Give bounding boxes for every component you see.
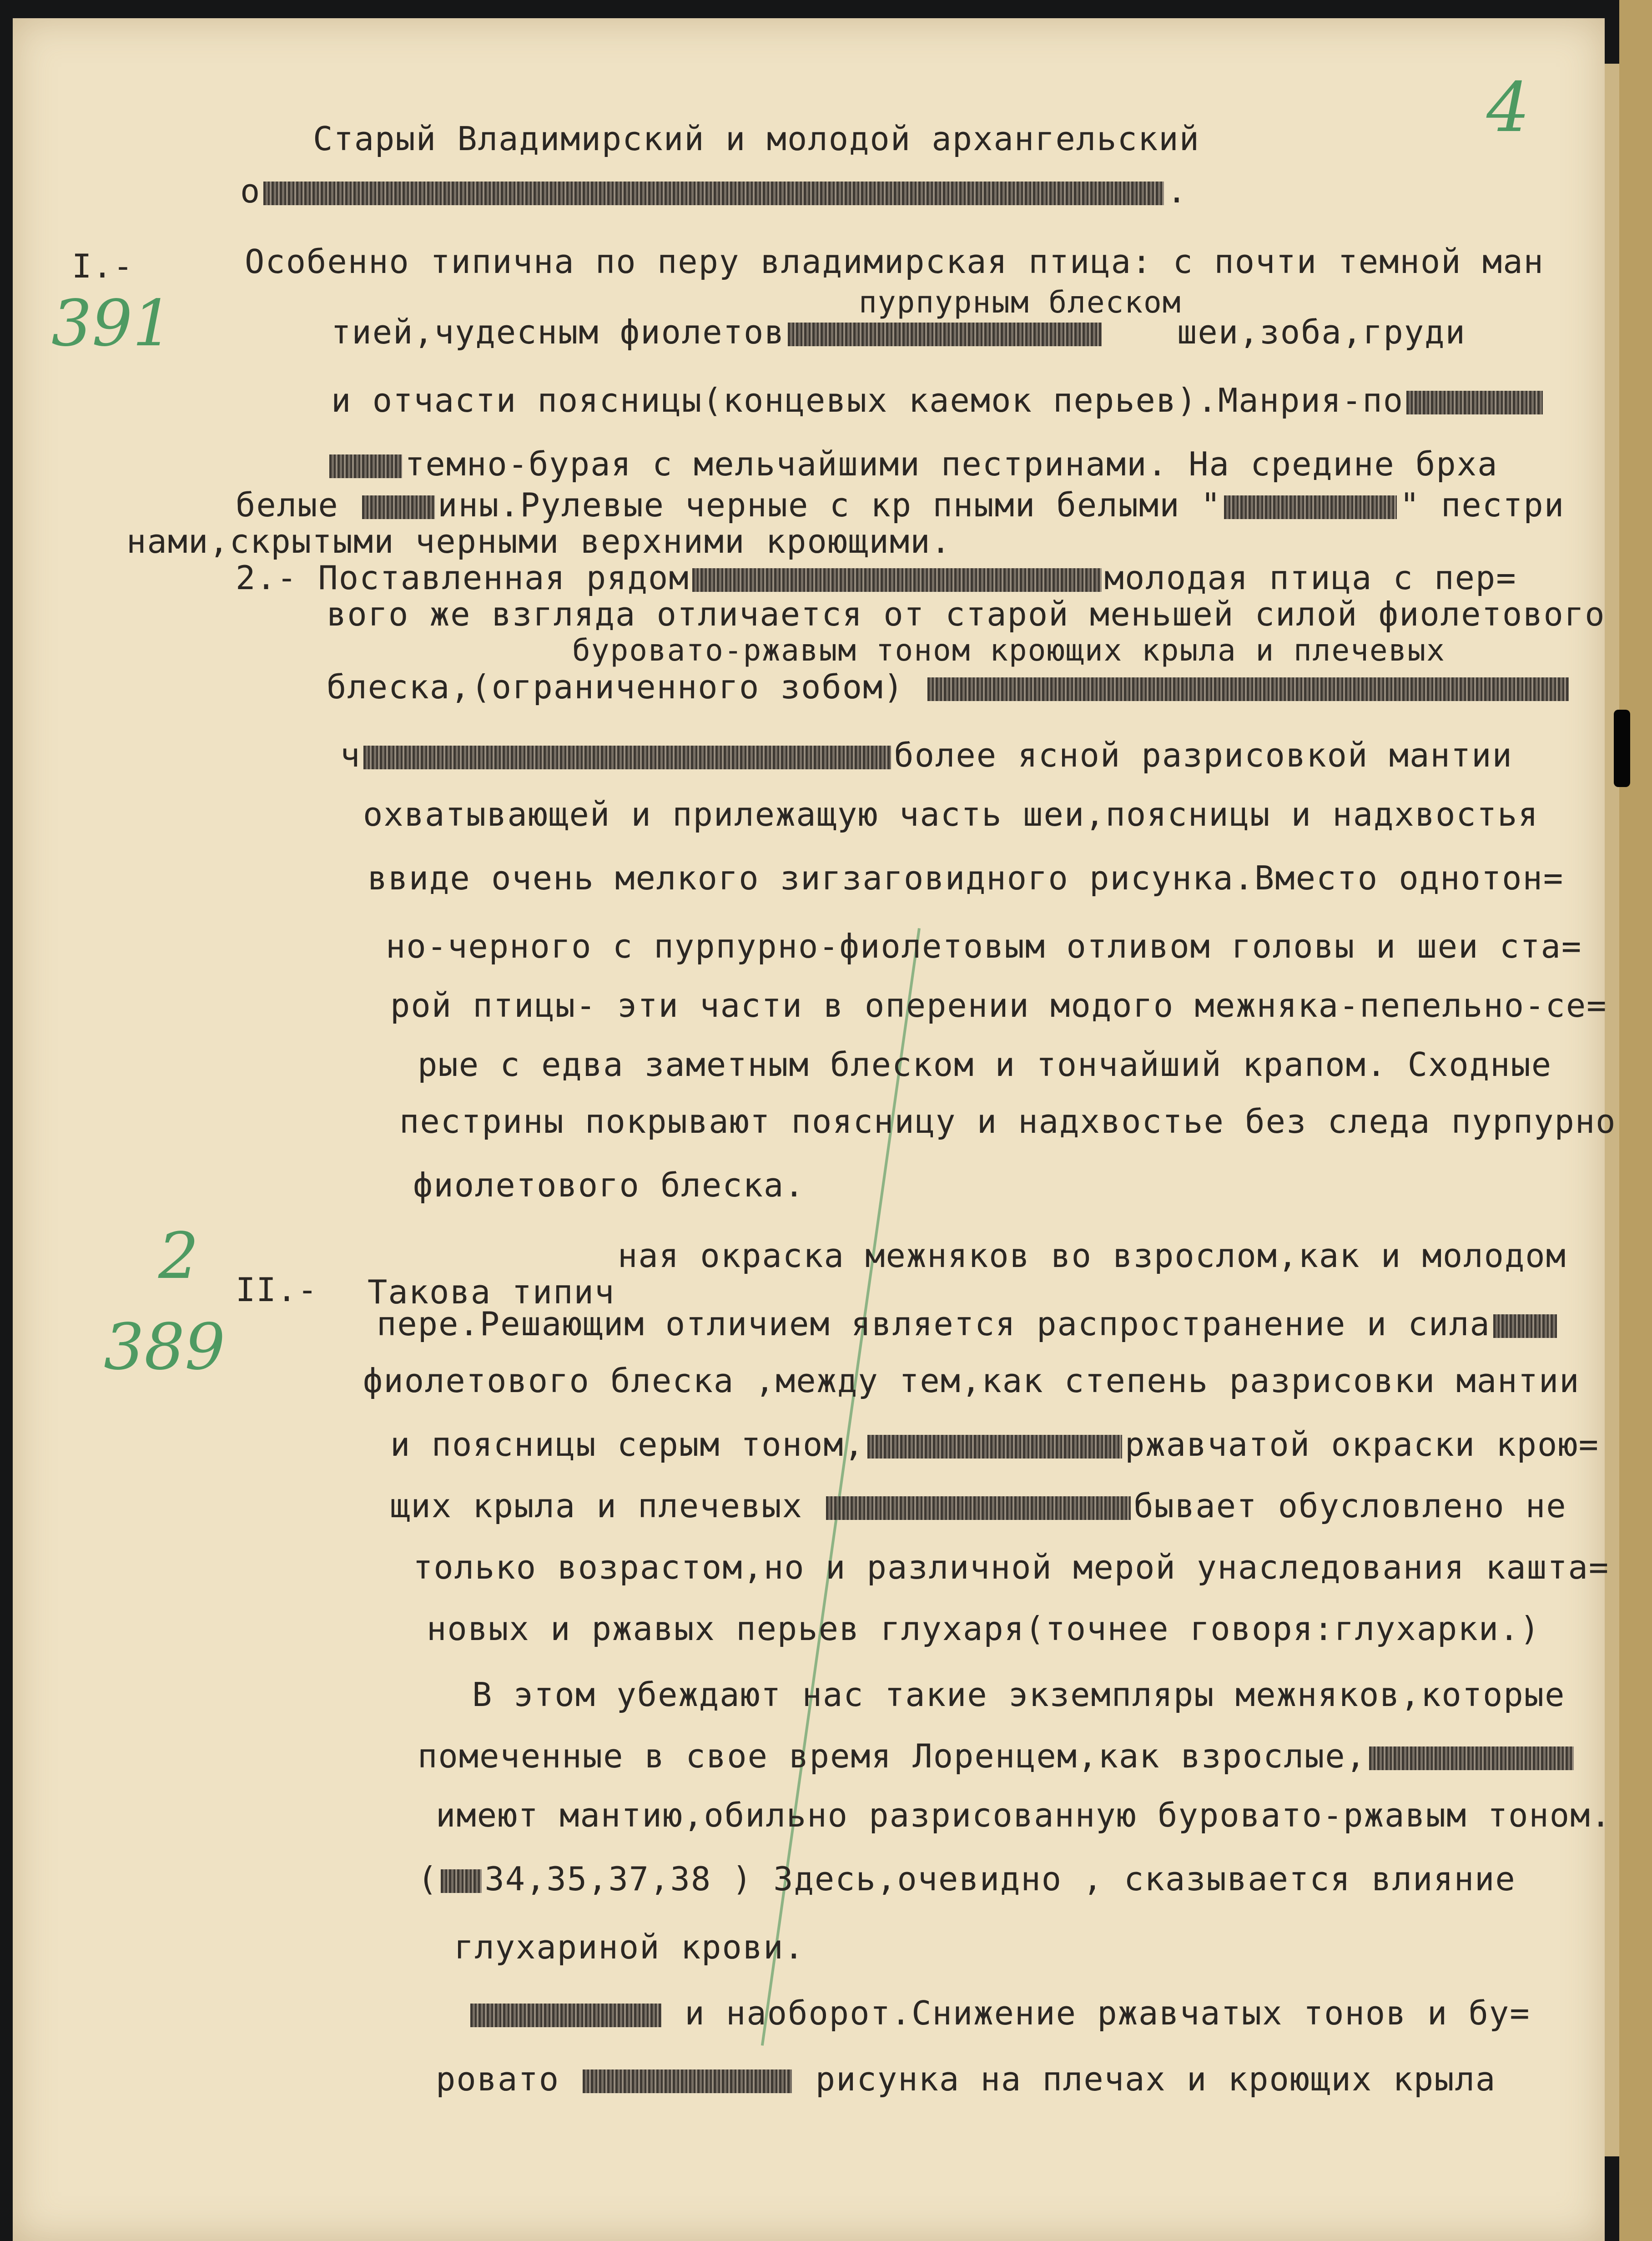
section-1-text: " пестри (1400, 486, 1565, 524)
struck-text (692, 568, 1102, 592)
section-3-text: бывает обусловлено не (1133, 1487, 1567, 1525)
section-3-text: ( (418, 1860, 438, 1898)
margin-note-391: 391 (51, 287, 173, 361)
section-1-text-right: шеи,зоба,груди (1177, 313, 1466, 351)
struck-text (1406, 391, 1543, 414)
section-2-line: охватывающей и прилежащую часть шеи,поясницы и надхвостья (363, 795, 1539, 833)
struck-text (329, 454, 402, 478)
section-1-line (331, 314, 1104, 350)
struck-text (441, 1869, 482, 1893)
section-1-text: белые (236, 486, 360, 524)
section-1-line: Особенно типична по перу владимирская птица: с почти темной ман (245, 242, 1544, 281)
section-1-text: ха (1456, 445, 1498, 483)
section-3-line (436, 2061, 1496, 2097)
struck-text (583, 2069, 792, 2093)
struck-text (927, 677, 1569, 701)
section-1-text: темно-бурая с мельчайшими пестринами. На средине бр (405, 445, 1457, 483)
section-3-text: пере.Решающим отличием является распространение и сила (377, 1305, 1491, 1343)
section-2-text: Поставленная рядом (318, 559, 690, 597)
section-2-marker: 2.- (236, 559, 298, 597)
section-3-text: 34,35,37,38 ) Здесь,очевидно , сказывается влияние (484, 1860, 1516, 1898)
folder-edge (1619, 0, 1652, 2241)
page-number: 4 (1486, 68, 1530, 147)
struck-text (1224, 495, 1397, 519)
title-line-1: Старый Владимирский и молодой архангельский (313, 120, 1200, 158)
section-2-text: ч (340, 736, 361, 774)
section-3-line: новых и ржавых перьев глухаря(точнее говоря:глухарки.) (427, 1610, 1541, 1648)
section-3-line (377, 1306, 1560, 1342)
struck-text (363, 746, 891, 769)
section-2-line: фиолетового блеска. (413, 1166, 805, 1204)
section-2-line: рые с едва заметным блеском и тончайший крапом. Сходные (418, 1045, 1552, 1084)
struck-text (362, 495, 435, 519)
section-2-text: молодая птица с пер= (1104, 559, 1517, 597)
section-2-text: более ясной разрисовкой мантии (894, 736, 1513, 774)
section-3-text: рисунка на плечах и кроющих крыла (815, 2060, 1496, 2098)
struck-text (867, 1435, 1122, 1459)
struck-text (826, 1496, 1131, 1520)
struck-text (470, 2004, 661, 2027)
section-3-line (468, 1995, 1531, 2031)
section-3-text: и поясницы серым тоном, (390, 1425, 865, 1464)
section-3-text: ржавчатой окраски крою= (1125, 1425, 1599, 1464)
section-2-line: но-черного с пурпурно-фиолетовым отливом головы и шеи ста= (386, 927, 1582, 965)
section-1-text: ины.Рулевые черные с кр пными белыми " (438, 486, 1222, 524)
section-3-text: Такова типич (368, 1273, 615, 1311)
section-3-marker: II.- (236, 1271, 318, 1309)
title-line-2-end: . (1167, 172, 1188, 210)
section-3-line (390, 1426, 1599, 1463)
section-1-line (331, 382, 1546, 419)
section-3-text: щих крыла и плечевых (390, 1487, 803, 1525)
section-3-line: фиолетового блеска ,между тем,как степень разрисовки мантии (363, 1362, 1580, 1400)
section-2-line: рой птицы- эти части в оперении модого межняка-пепельно-се= (390, 986, 1607, 1025)
section-2-line (327, 669, 1571, 705)
binder-clip (1614, 710, 1630, 787)
section-2-line (340, 737, 1513, 773)
section-3-text: и наоборот.Снижение ржавчатых тонов и бу= (685, 1994, 1531, 2032)
section-3-line (418, 1861, 1516, 1897)
section-3-line (418, 1738, 1576, 1774)
struck-text (1493, 1314, 1557, 1338)
section-1-line: нами,скрытыми черными верхними кроющими. (126, 522, 952, 560)
section-3-line: только возрастом,но и различной мерой унаследования кашта= (413, 1548, 1610, 1586)
struck-text (1369, 1746, 1574, 1770)
section-1-insert: пурпурным блеском (859, 285, 1182, 320)
section-2-line: ввиде очень мелкого зигзаговидного рисунка.Вместо однотон= (368, 859, 1564, 897)
document-page (13, 18, 1617, 2241)
section-2-line (236, 560, 1517, 596)
section-3-text: помеченные в свое время Лоренцем,как взрослые, (418, 1737, 1366, 1775)
section-2-text: блеска,(ограниченного зобом) (327, 668, 904, 706)
section-1-text: и отчасти поясницы(концевых каемок перьев).Манрия-по (331, 381, 1404, 419)
section-1-marker: I.- (72, 247, 134, 285)
section-3-line: В этом убеждают нас такие экземпляры межняков,которые (472, 1676, 1566, 1714)
title-line-2 (240, 173, 1188, 209)
section-1-line (327, 446, 1498, 482)
title-line-2-start: о (240, 172, 261, 210)
section-2-line: вого же взгляда отличается от старой меньшей силой фиолетового (327, 595, 1606, 633)
section-3-text: ная окраска межняков во взрослом,как и молодом (618, 1237, 1566, 1275)
section-2-insert: буровато-ржавым тоном кроющих крыла и плечевых (572, 633, 1446, 668)
section-3-line: имеют мантию,обильно разрисованную буровато-ржавым тоном. (436, 1796, 1612, 1834)
section-3-line (390, 1488, 1567, 1524)
section-2-line: пестрины покрывают поясницу и надхвостье без следа пурпурно (399, 1102, 1617, 1141)
section-1-text: тией,чудесным фиолетов (331, 313, 785, 351)
margin-note-2: 2 (158, 1219, 199, 1293)
section-3-text: ровато (436, 2060, 580, 2098)
section-1-line (236, 487, 1565, 523)
margin-note-389: 389 (104, 1310, 226, 1384)
struck-text (263, 182, 1164, 205)
section-3-line: глухариной крови. (454, 1928, 805, 1966)
struck-text (788, 323, 1102, 346)
